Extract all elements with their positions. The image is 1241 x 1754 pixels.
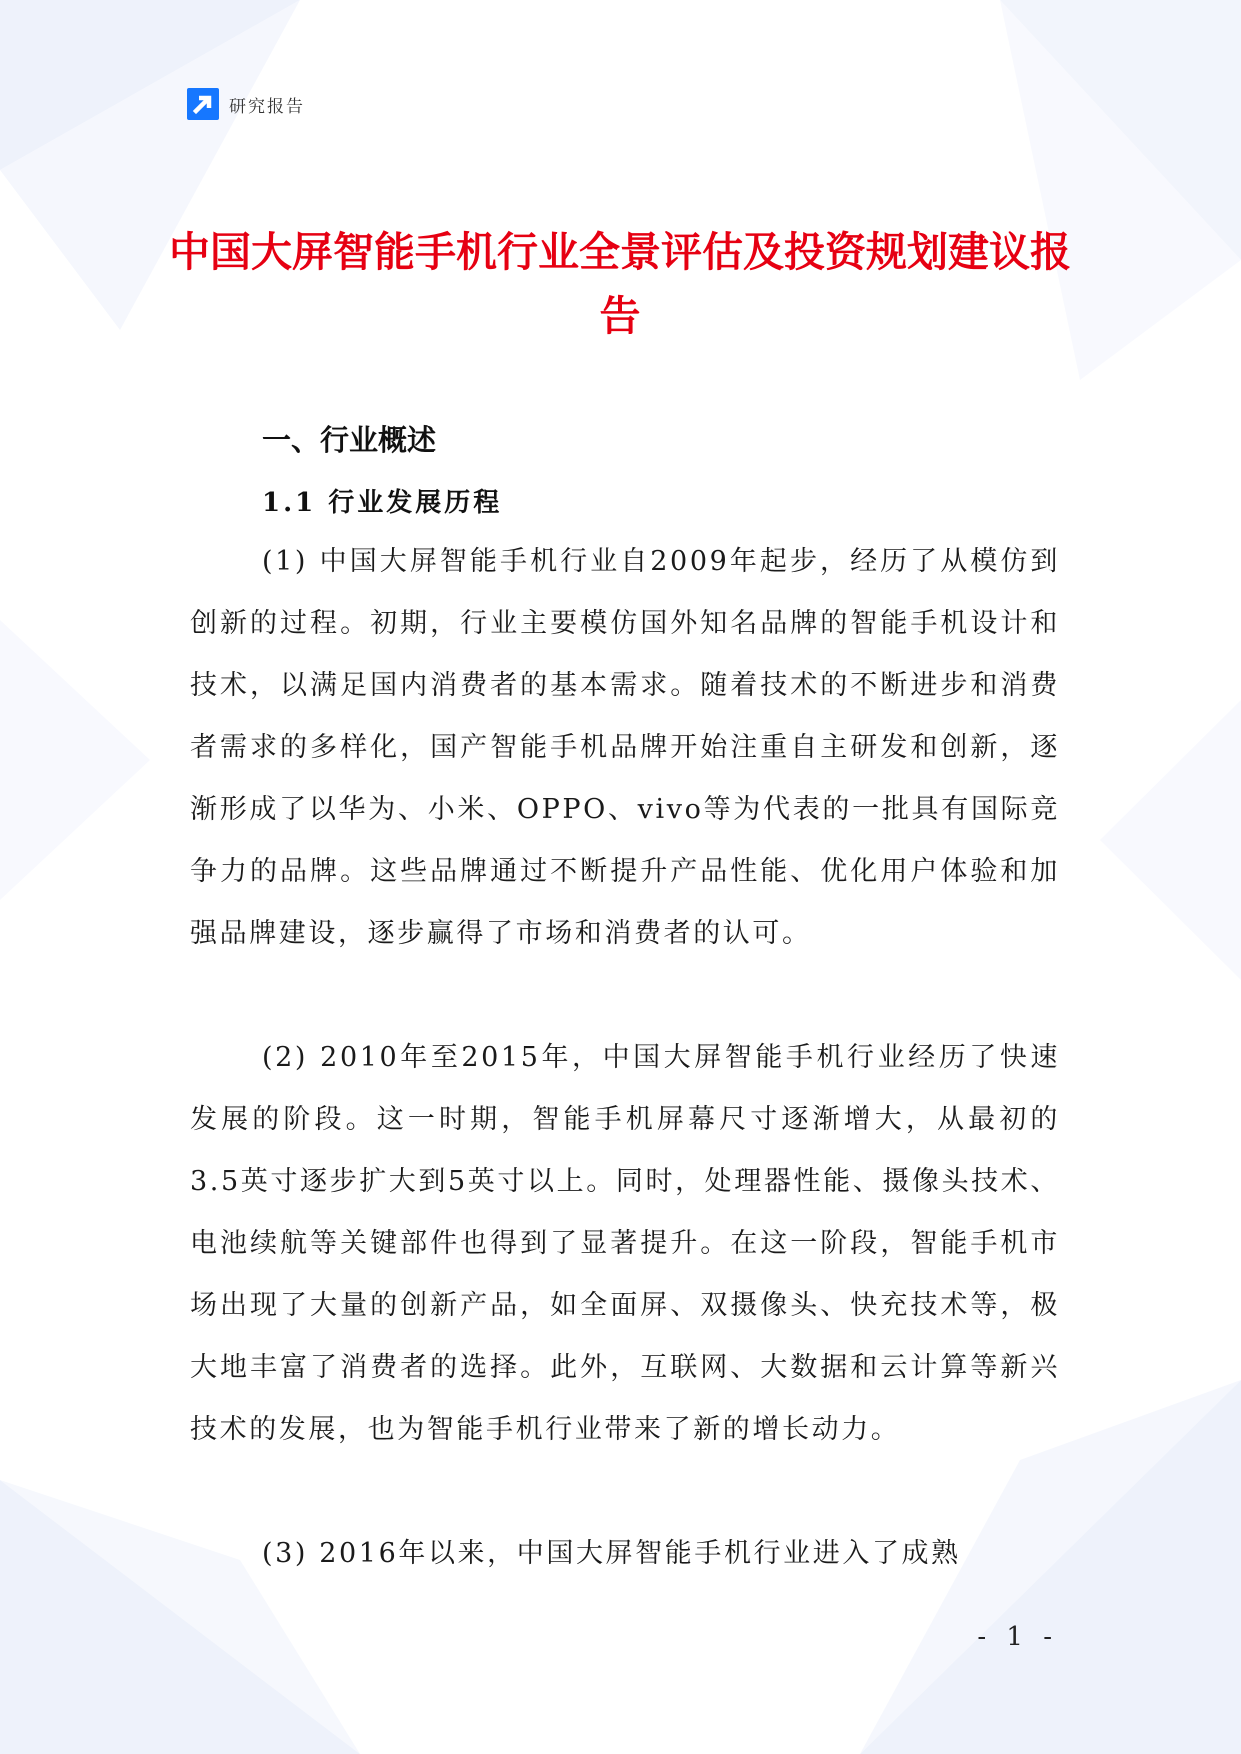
report-title: 中国大屏智能手机行业全景评估及投资规划建议报告 [169, 228, 1071, 340]
section-heading: 一、行业概述 [262, 423, 437, 457]
report-type-label: 研究报告 [229, 96, 305, 117]
paragraph-1: (1) 中国大屏智能手机行业自2009年起步，经历了从模仿到创新的过程。初期，行业主要模仿国外知名品牌的智能手机设计和技术，以满足国内消费者的基本需求。随着技术的不断进步和消费者需求的多样化，国产智能手机品牌开始注重自主研发和创新，逐渐形成了以华为、小米、OPPO、vivo等为代表的一批具有国际竞争力的品牌。这些品牌通过不断提升产品性能、优化用户体验和加强品牌建设，逐步赢得了市场和消费者的认可。 [190, 546, 1060, 949]
arrow-up-right-icon [187, 88, 219, 120]
subsection-heading: 1.1 行业发展历程 [262, 488, 503, 518]
paragraph-3: (3) 2016年以来，中国大屏智能手机行业进入了成熟 [262, 1538, 961, 1569]
page-number: - 1 - [977, 1622, 1058, 1652]
report-header [187, 88, 305, 120]
paragraph-2: (2) 2010年至2015年，中国大屏智能手机行业经历了快速发展的阶段。这一时期，智能手机屏幕尺寸逐渐增大，从最初的3.5英寸逐步扩大到5英寸以上。同时，处理器性能、摄像头技术、电池续航等关键部件也得到了显著提升。在这一阶段，智能手机市场出现了大量的创新产品，如全面屏、双摄像头、快充技术等，极大地丰富了消费者的选择。此外，互联网、大数据和云计算等新兴技术的发展，也为智能手机行业带来了新的增长动力。 [190, 1042, 1060, 1445]
